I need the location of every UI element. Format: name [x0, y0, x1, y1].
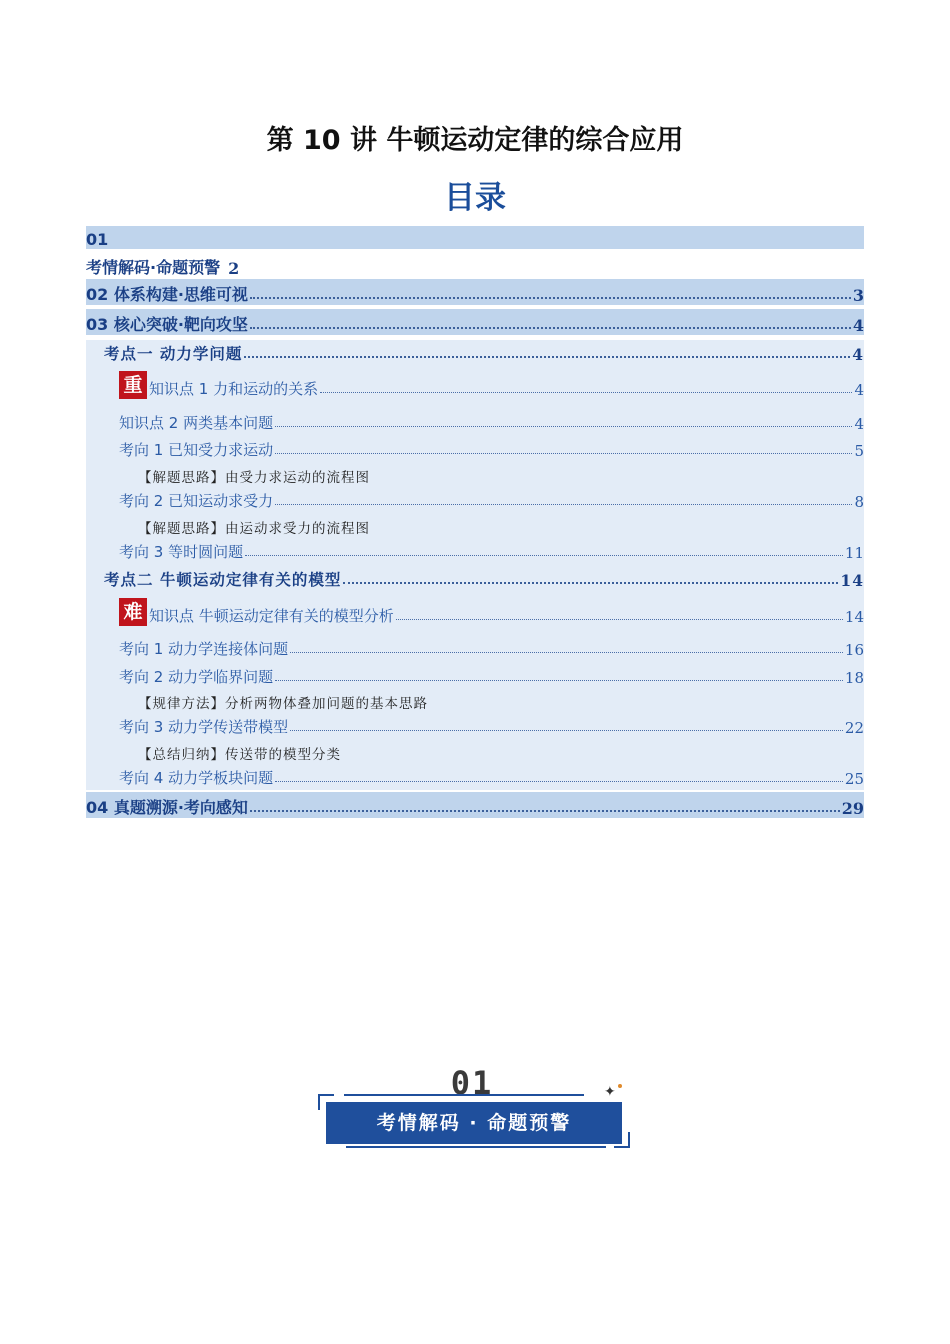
dot-leader	[275, 781, 843, 782]
badge-zhong: 重	[119, 371, 147, 399]
dot-leader	[320, 392, 852, 393]
toc-kx3-page: 11	[844, 544, 864, 562]
toc-kx24-label: 考向 4 动力学板块问题	[119, 769, 274, 787]
dot-leader	[290, 652, 843, 653]
toc-entry-zsd3[interactable]	[86, 594, 864, 626]
toc-part4-label: 04 真题溯源·考向感知	[86, 798, 248, 817]
toc-tip2-label: 【解题思路】由运动求受力的流程图	[138, 521, 370, 537]
toc-part2-label: 02 体系构建·思维可视	[86, 285, 248, 304]
toc-entry-kx21[interactable]	[86, 635, 864, 659]
toc-kx21-label: 考向 1 动力学连接体问题	[119, 640, 289, 658]
toc-zsd3-label: 知识点 牛顿运动定律有关的模型分析	[149, 607, 394, 625]
dot-leader	[250, 297, 851, 299]
toc-entry-kaodian2[interactable]	[86, 566, 864, 590]
toc-tip1-label: 【解题思路】由受力求运动的流程图	[138, 470, 370, 486]
toc-tip4[interactable]	[86, 741, 864, 763]
toc-part3-label: 03 核心突破·靶向攻坚	[86, 315, 248, 334]
toc-entry-part4[interactable]	[86, 792, 864, 818]
toc-entry-kx23[interactable]	[86, 713, 864, 737]
toc-kx24-page: 25	[844, 770, 864, 788]
dot-leader	[250, 810, 840, 812]
toc-entry-part1[interactable]	[86, 254, 864, 278]
orange-dot-icon	[618, 1084, 622, 1088]
toc-part1-number-row[interactable]	[86, 226, 864, 249]
dot-leader	[343, 582, 838, 584]
toc-entry-kx2[interactable]	[86, 487, 864, 511]
toc-entry-kx22[interactable]	[86, 663, 864, 687]
toc-zsd2-label: 知识点 2 两类基本问题	[119, 414, 274, 432]
page-title: 第 10 讲 牛顿运动定律的综合应用	[266, 125, 684, 156]
section-number: 01	[450, 1064, 494, 1102]
dot-leader	[290, 730, 843, 731]
toc-kx1-page: 5	[854, 442, 864, 460]
toc-kaodian2-page: 14	[840, 571, 864, 590]
toc-kaodian1-page: 4	[852, 345, 864, 364]
toc-entry-kx3[interactable]	[86, 538, 864, 562]
toc-entry-part3[interactable]	[86, 309, 864, 335]
toc-kx1-label: 考向 1 已知受力求运动	[119, 441, 274, 459]
dot-leader	[275, 453, 852, 454]
dot-leader	[275, 426, 852, 427]
section-banner	[316, 1064, 636, 1150]
banner-line-decoration	[346, 1146, 606, 1148]
toc-kaodian1-label: 考点一 动力学问题	[104, 344, 243, 363]
dot-leader	[244, 356, 850, 358]
banner-line-decoration	[344, 1094, 584, 1096]
toc-tip3[interactable]	[86, 690, 864, 712]
toc-kx22-label: 考向 2 动力学临界问题	[119, 668, 274, 686]
toc-entry-kaodian1[interactable]	[86, 340, 864, 364]
toc-kx23-label: 考向 3 动力学传送带模型	[119, 718, 289, 736]
toc-entry-kx24[interactable]	[86, 764, 864, 788]
toc-part1-label: 考情解码·命题预警	[86, 258, 221, 277]
toc-entry-part2[interactable]	[86, 279, 864, 305]
toc-kx23-page: 22	[844, 719, 864, 737]
toc-part4-page: 29	[841, 799, 864, 818]
toc-part3-page: 4	[852, 316, 864, 335]
toc-part1-page: 2	[228, 259, 240, 278]
dot-leader	[275, 504, 852, 505]
toc-zsd1-label: 知识点 1 力和运动的关系	[149, 380, 319, 398]
badge-nan: 难	[119, 598, 147, 626]
toc-tip4-label: 【总结归纳】传送带的模型分类	[138, 747, 341, 763]
dot-leader	[250, 327, 851, 329]
dot-leader	[396, 619, 843, 620]
toc-kx21-page: 16	[844, 641, 864, 659]
sparkle-icon: ✦	[604, 1084, 616, 1100]
toc-part2-page: 3	[852, 286, 864, 305]
toc-kx2-label: 考向 2 已知运动求受力	[119, 492, 274, 510]
toc-entry-kx1[interactable]	[86, 436, 864, 460]
toc-tip2[interactable]	[86, 515, 864, 537]
dot-leader	[275, 680, 843, 681]
toc-zsd1-page: 4	[854, 381, 864, 399]
banner-corner-decoration	[614, 1132, 630, 1148]
toc-part1-number: 01	[86, 230, 109, 249]
toc-zsd3-page: 14	[844, 608, 864, 626]
toc-entry-zsd2[interactable]	[86, 409, 864, 433]
toc-kx3-label: 考向 3 等时圆问题	[119, 543, 244, 561]
toc-kx2-page: 8	[854, 493, 864, 511]
toc-tip1[interactable]	[86, 464, 864, 486]
toc-zsd2-page: 4	[854, 415, 864, 433]
toc-tip3-label: 【规律方法】分析两物体叠加问题的基本思路	[138, 696, 428, 712]
dot-leader	[245, 555, 843, 556]
toc-kx22-page: 18	[844, 669, 864, 687]
section-title: 考情解码 · 命题预警	[326, 1102, 622, 1144]
toc-kaodian2-label: 考点二 牛顿运动定律有关的模型	[104, 570, 342, 589]
toc-entry-zsd1[interactable]	[86, 367, 864, 399]
toc-heading: 目录	[444, 180, 506, 216]
